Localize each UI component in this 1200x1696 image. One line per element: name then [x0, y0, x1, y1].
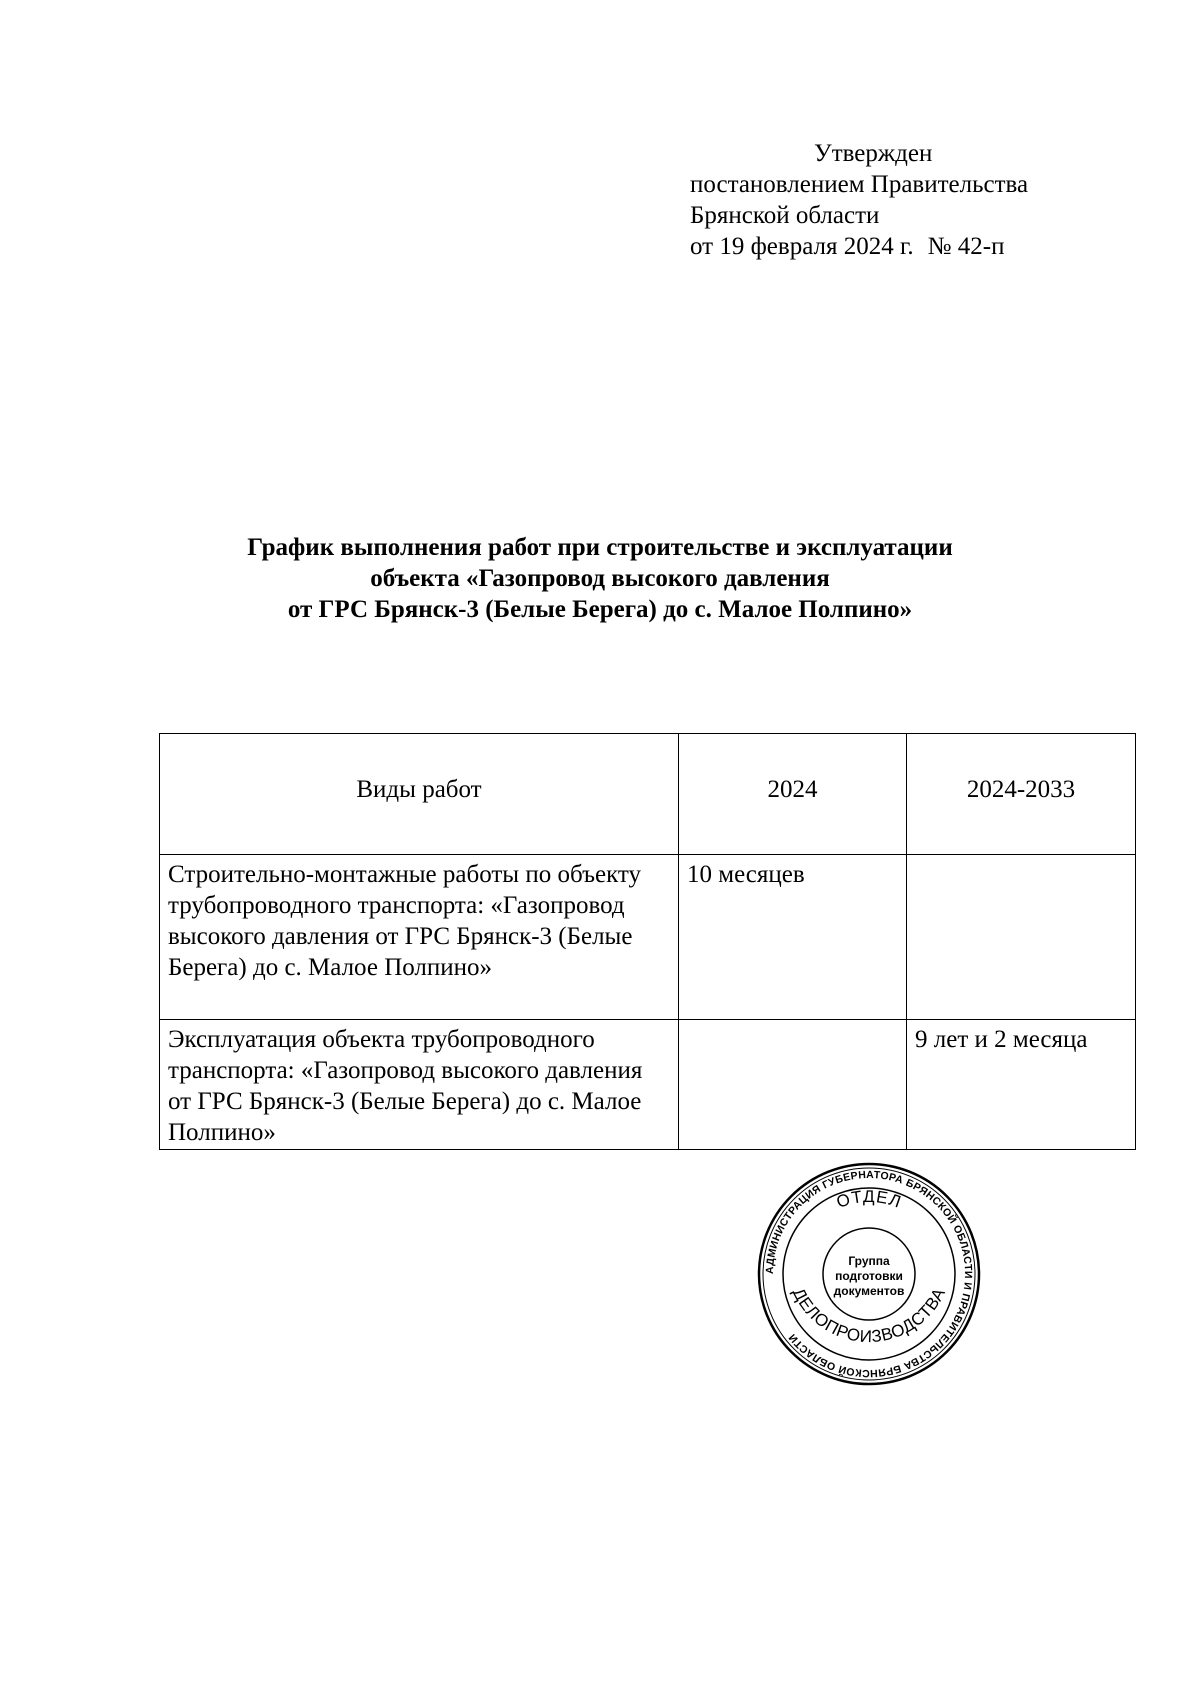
approval-date: от 19 февраля 2024 г. [690, 233, 914, 260]
seal-center-line-1: Группа [848, 1254, 890, 1268]
seal-ring-bottom: ДЕЛОПРОИЗВОДСТВА [788, 1284, 950, 1347]
official-seal [754, 1159, 984, 1389]
header-work-types: Виды работ [160, 734, 679, 855]
header-2024: 2024 [679, 734, 907, 855]
cell-work-construction: Строительно-монтажные работы по объекту трубопроводного транспорта: «Газопровод высокого давления от ГРС Брянск-3 (Белые Берега) до с. Малое Полпино» [160, 855, 679, 1020]
cell-2024-2033 [907, 855, 1136, 1020]
title-line-3: от ГРС Брянск-3 (Белые Берега) до с. Малое Полпино» [287, 596, 913, 623]
title-line-2: объекта «Газопровод высокого давления [370, 565, 830, 592]
seal-graphic [754, 1159, 984, 1389]
cell-2024 [679, 1020, 907, 1150]
document-title [150, 532, 1050, 625]
approval-number: № 42-п [927, 233, 1005, 260]
approval-decree: постановлением Правительства [690, 171, 1029, 198]
header-2024-2033: 2024-2033 [907, 734, 1136, 855]
cell-2024: 10 месяцев [679, 855, 907, 1020]
svg-text:ОТДЕЛ [834, 1187, 904, 1212]
seal-center-line-3: документов [833, 1284, 905, 1298]
approval-block [690, 138, 1028, 262]
table-row [160, 1020, 1136, 1150]
table-row [160, 855, 1136, 1020]
cell-2024-2033: 9 лет и 2 месяца [907, 1020, 1136, 1150]
approval-label: Утвержден [814, 140, 933, 167]
approval-date-number [690, 231, 1028, 262]
seal-outer-text: АДМИНИСТРАЦИЯ ГУБЕРНАТОРА БРЯНСКОЙ ОБЛАСТИ И ПРАВИТЕЛЬСТВА БРЯНСКОЙ ОБЛАСТИ [763, 1168, 975, 1380]
schedule-table [159, 733, 1136, 1150]
title-line-1: График выполнения работ при строительстве и эксплуатации [247, 534, 953, 561]
table-header-row [160, 734, 1136, 855]
seal-ring-top: ОТДЕЛ [834, 1186, 905, 1212]
approval-region: Брянской области [690, 202, 880, 229]
seal-center-line-2: подготовки [835, 1269, 903, 1283]
cell-work-operation: Эксплуатация объекта трубопроводного транспорта: «Газопровод высокого давления от ГРС Брянск-3 (Белые Берега) до с. Малое Полпино» [160, 1020, 679, 1150]
